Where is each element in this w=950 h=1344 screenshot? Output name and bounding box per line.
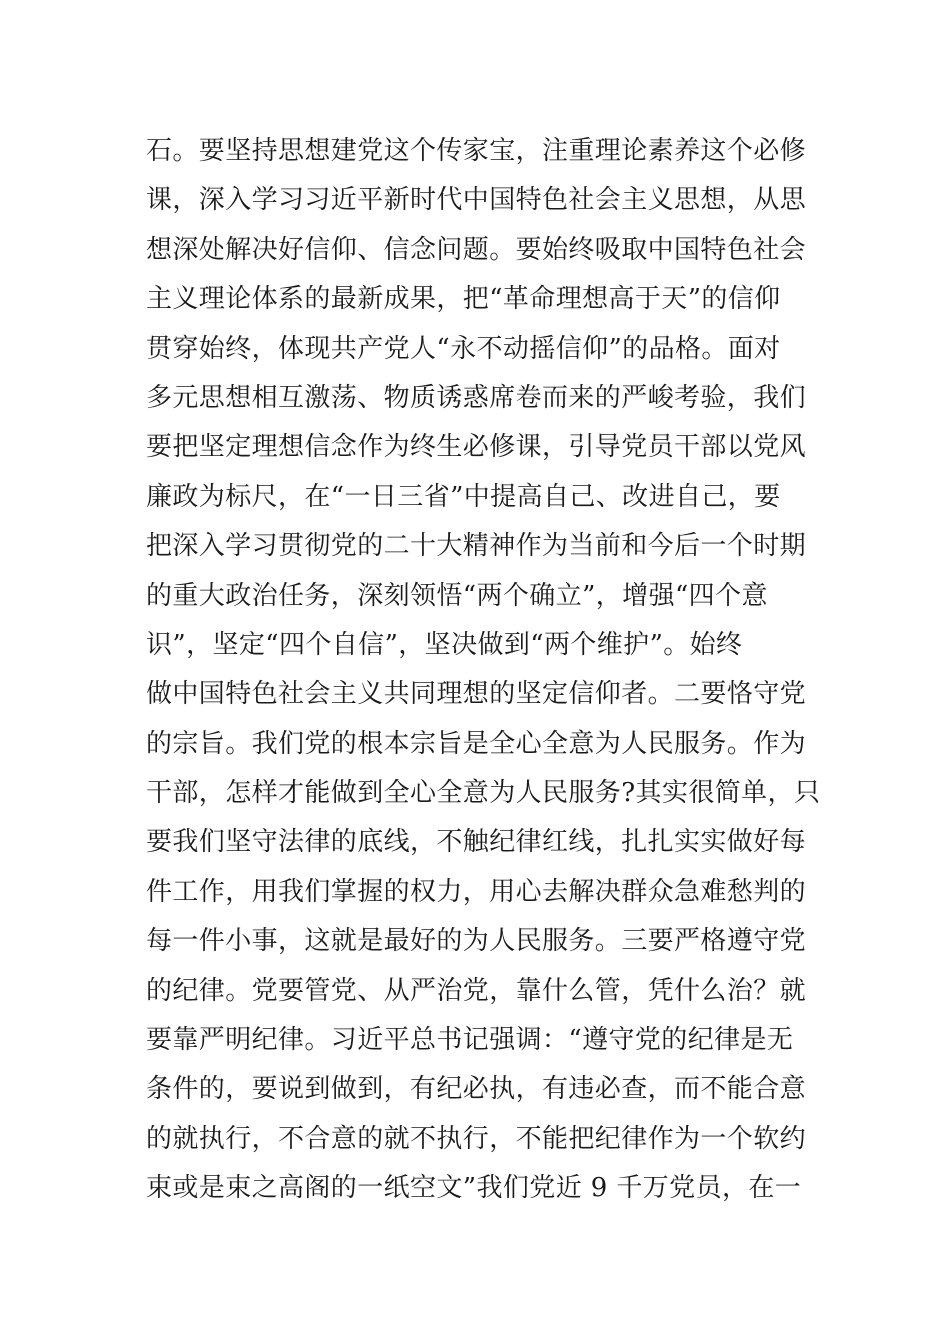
text-line: 的纪律。党要管党、从严治党，靠什么管，凭什么治？就: [146, 975, 807, 1006]
text-line: 主义理论体系的最新成果，把“革命理想高于天”的信仰: [146, 284, 781, 315]
text-line: 条件的，要说到做到，有纪必执，有违必查，而不能合意: [146, 1074, 807, 1105]
text-line: 每一件小事，这就是最好的为人民服务。三要严格遵守党: [146, 926, 807, 957]
text-line: 识”，坚定“四个自信”，坚决做到“两个维护”。始终: [146, 629, 743, 660]
text-line: 想深处解决好信仰、信念问题。要始终吸取中国特色社会: [146, 234, 807, 265]
text-line: 多元思想相互激荡、物质诱惑席卷而来的严峻考验，我们: [146, 382, 807, 413]
body-text: [146, 127, 821, 1214]
text-line: 要把坚定理想信念作为终生必修课，引导党员干部以党风: [146, 432, 807, 463]
text-line: 束或是束之高阁的一纸空文”我们党近 9 千万党员，在一: [146, 1173, 802, 1204]
text-line: 做中国特色社会主义共同理想的坚定信仰者。二要恪守党: [146, 679, 807, 710]
text-line: 要我们坚守法律的底线，不触纪律红线，扎扎实实做好每: [146, 827, 807, 858]
text-line: 的宗旨。我们党的根本宗旨是全心全意为人民服务。作为: [146, 728, 807, 759]
text-line: 干部，怎样才能做到全心全意为人民服务?其实很简单，只: [146, 778, 821, 809]
text-line: 的就执行，不合意的就不执行，不能把纪律作为一个软约: [146, 1123, 807, 1154]
text-line: 贯穿始终，体现共产党人“永不动摇信仰”的品格。面对: [146, 333, 781, 364]
text-line: 的重大政治任务，深刻领悟“两个确立”，增强“四个意: [146, 580, 768, 611]
text-line: 廉政为标尺，在“一日三省”中提高自己、改进自己，要: [146, 481, 781, 512]
text-line: 件工作，用我们掌握的权力，用心去解决群众急难愁判的: [146, 876, 807, 907]
text-line: 把深入学习贯彻党的二十大精神作为当前和今后一个时期: [146, 531, 807, 562]
text-line: 石。要坚持思想建党这个传家宝，注重理论素养这个必修: [146, 136, 807, 166]
text-line: 课，深入学习习近平新时代中国特色社会主义思想，从思: [146, 185, 807, 216]
text-line: 要靠严明纪律。习近平总书记强调：“遵守党的纪律是无: [146, 1025, 794, 1056]
